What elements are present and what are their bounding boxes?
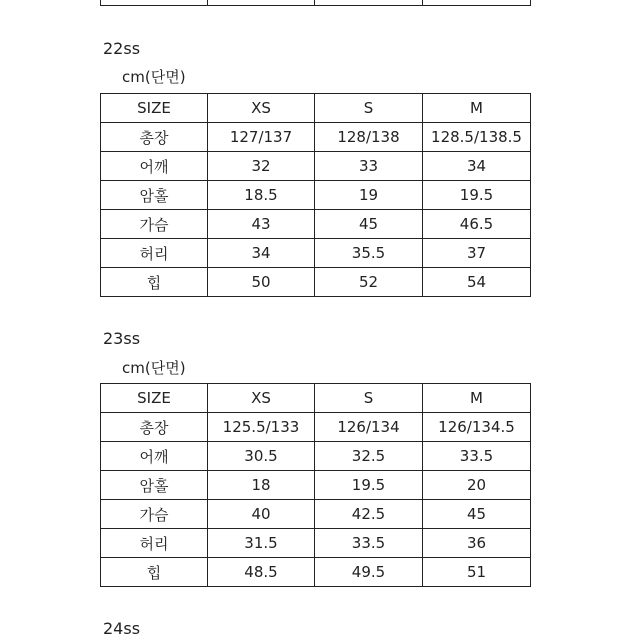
row-label: 어깨 [101, 152, 208, 181]
size-table-22ss [100, 93, 531, 297]
table-cell [423, 0, 531, 6]
size-table-23ss [100, 383, 531, 587]
header-cell: S [315, 94, 423, 123]
table-cell [315, 0, 423, 6]
table-cell: 34 [208, 239, 315, 268]
table-row [101, 239, 531, 268]
table-header-row [101, 384, 531, 413]
season-title-22ss: 22ss [103, 39, 141, 58]
table-cell: 32 [208, 152, 315, 181]
table-cell: 46.5 [423, 210, 531, 239]
table-cell: 125.5/133 [208, 413, 315, 442]
header-cell: XS [208, 94, 315, 123]
table-cell: 32.5 [315, 442, 423, 471]
row-label: 가슴 [101, 210, 208, 239]
row-label: 총장 [101, 123, 208, 152]
row-label: 힙 [101, 268, 208, 297]
table-row [101, 500, 531, 529]
table-row [101, 210, 531, 239]
table-row [101, 268, 531, 297]
unit-label-23ss: cm(단면) [122, 359, 186, 377]
table-row [101, 0, 531, 6]
table-cell: 35.5 [315, 239, 423, 268]
table-row [101, 152, 531, 181]
table-row [101, 413, 531, 442]
table-cell: 126/134 [315, 413, 423, 442]
table-cell: 33.5 [423, 442, 531, 471]
table-cell: 18 [208, 471, 315, 500]
unit-label-22ss: cm(단면) [122, 68, 186, 86]
table-cell: 30.5 [208, 442, 315, 471]
table-cell: 128.5/138.5 [423, 123, 531, 152]
table-cell: 40 [208, 500, 315, 529]
table-row [101, 123, 531, 152]
table-cell: 37 [423, 239, 531, 268]
table-cell: 19.5 [423, 181, 531, 210]
table-cell: 49.5 [315, 558, 423, 587]
table-row [101, 471, 531, 500]
row-label: 힙 [101, 558, 208, 587]
table-cell: 19 [315, 181, 423, 210]
table-row [101, 181, 531, 210]
table-cell: 52 [315, 268, 423, 297]
table-cell: 18.5 [208, 181, 315, 210]
table-cell: 126/134.5 [423, 413, 531, 442]
table-row [101, 529, 531, 558]
table-cell: 128/138 [315, 123, 423, 152]
table-cell: 43 [208, 210, 315, 239]
table-row [101, 442, 531, 471]
table-cell: 31.5 [208, 529, 315, 558]
header-cell: M [423, 94, 531, 123]
table-cell: 36 [423, 529, 531, 558]
row-label: 허리 [101, 239, 208, 268]
table-cell: 33 [315, 152, 423, 181]
row-label: 가슴 [101, 500, 208, 529]
row-label: 총장 [101, 413, 208, 442]
table-row [101, 558, 531, 587]
table-cell: 45 [315, 210, 423, 239]
season-title-23ss: 23ss [103, 329, 141, 348]
table-cell: 45 [423, 500, 531, 529]
season-title-24ss: 24ss [103, 619, 141, 638]
table-header-row [101, 94, 531, 123]
header-cell: S [315, 384, 423, 413]
row-label: 어깨 [101, 442, 208, 471]
row-label: 암홀 [101, 471, 208, 500]
table-cell: 127/137 [208, 123, 315, 152]
header-cell: SIZE [101, 384, 208, 413]
size-table-partial-top [100, 0, 531, 6]
header-cell: M [423, 384, 531, 413]
table-cell: 54 [423, 268, 531, 297]
row-label: 허리 [101, 529, 208, 558]
table-cell: 20 [423, 471, 531, 500]
table-cell: 19.5 [315, 471, 423, 500]
table-cell: 34 [423, 152, 531, 181]
table-cell: 51 [423, 558, 531, 587]
table-cell: 42.5 [315, 500, 423, 529]
table-cell: 48.5 [208, 558, 315, 587]
table-cell: 33.5 [315, 529, 423, 558]
header-cell: SIZE [101, 94, 208, 123]
header-cell: XS [208, 384, 315, 413]
row-label: 암홀 [101, 181, 208, 210]
table-cell [101, 0, 208, 6]
table-cell [208, 0, 315, 6]
table-cell: 50 [208, 268, 315, 297]
